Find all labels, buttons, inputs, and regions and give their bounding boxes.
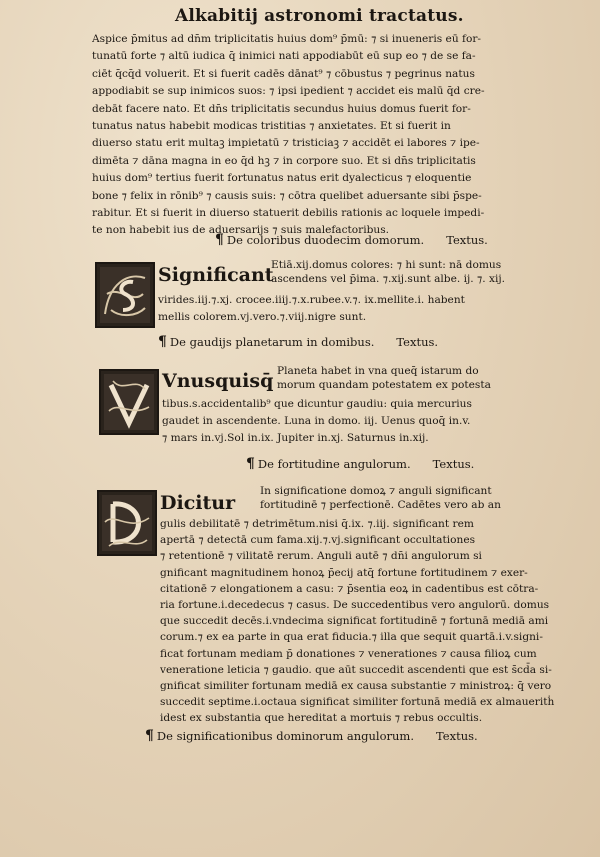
pilcrow-mark: ¶ bbox=[158, 334, 167, 350]
text-line: que succedit decēs.i.vndecima significat fortitudinē ⁊ fortunā mediā ami bbox=[160, 615, 549, 628]
section-1-body bbox=[158, 292, 558, 326]
heading-text: De significationibus dominorum angulorum. bbox=[156, 729, 414, 743]
text-line: Planeta habet in vna queq̄ istarum do bbox=[277, 365, 479, 377]
decorated-initial-d bbox=[97, 490, 157, 556]
textus-label: Textus. bbox=[432, 457, 475, 471]
decorated-initial-v bbox=[99, 369, 159, 435]
text-line: appodiabit se sup inimicos suos: ⁊ ipsi ipedient ⁊ accidet eis malū q̄d cre- bbox=[92, 85, 485, 98]
text-line: gnificat similiter fortunam mediā ex causa substantie ⁊ ministroꝝ: q̄ vero bbox=[160, 680, 552, 693]
heading-text: De coloribus duodecim domorum. bbox=[226, 233, 425, 247]
text-line: diuerso statu erit multaꝫ impietatū ⁊ tristiciaꝫ ⁊ accidēt ei labores ⁊ ipe- bbox=[92, 137, 480, 150]
text-line: dimēta ⁊ dāna magna in eo q̄d hꝫ ⁊ in corpore suo. Et si dn̄s triplicitatis bbox=[92, 154, 476, 167]
section-heading-angles bbox=[246, 456, 474, 472]
text-line: virides.iij.⁊.xj. crocee.iiij.⁊.x.rubee.v.⁊. ix.mellite.i. habent bbox=[158, 294, 465, 306]
text-line: ⁊ mars in.vj.Sol in.ix. Jupiter in.xj. Saturnus in.xij. bbox=[162, 432, 429, 444]
text-line: tunatū forte ⁊ altū iudica q̄ inimici nati appodiabūt eū sup eo ⁊ de se fa- bbox=[92, 50, 476, 63]
section-heading-joys bbox=[158, 334, 438, 350]
ornamental-initial-icon bbox=[101, 371, 157, 433]
section-heading-lords-of-angles bbox=[145, 728, 478, 744]
section-3-body bbox=[160, 516, 558, 727]
text-line: bone ⁊ felix in rōnib⁹ ⁊ causis suis: ⁊ cōtra quelibet aduersante sibi p̄spe- bbox=[92, 189, 482, 202]
pilcrow-mark: ¶ bbox=[145, 728, 154, 744]
heading-text: De fortitudine angulorum. bbox=[257, 457, 411, 471]
text-line: tunatus natus habebit modicas tristitias ⁊ anxietates. Et si fuerit in bbox=[92, 120, 451, 133]
section-2-opening-word: Vnusquisq̄ bbox=[162, 370, 274, 392]
paragraph-1 bbox=[92, 31, 554, 240]
section-1-side-text bbox=[271, 258, 505, 286]
text-line: gnificant magnitudinem honoꝝ p̄ecij atq̄ fortune fortitudinem ⁊ exer- bbox=[160, 566, 528, 579]
textus-label: Textus. bbox=[396, 335, 439, 349]
section-2-body bbox=[162, 396, 558, 447]
text-line: veneratione leticia ⁊ gaudio. que aūt succedit ascendenti que est s̄cd̄a si- bbox=[160, 663, 552, 676]
text-line: In significatione domoꝝ ⁊ anguli significant bbox=[260, 485, 492, 497]
textus-label: Textus. bbox=[436, 729, 478, 743]
ornamental-initial-icon bbox=[99, 492, 155, 554]
text-line: ciēt q̄cq̄d voluerit. Et si fuerit cadēs dānat⁹ ⁊ cōbustus ⁊ pegrinus natus bbox=[92, 67, 475, 80]
text-line: succedit septime.i.octaua significat similiter fortunā mediā ex almaueritḣ bbox=[160, 696, 555, 709]
text-line: Etiā.xij.domus colores: ⁊ hi sunt: nā domus bbox=[271, 259, 502, 271]
section-heading-colors bbox=[215, 232, 488, 248]
text-line: rabitur. Et si fuerit in diuerso statuerit debilis rationis ac loquele impedi- bbox=[92, 207, 485, 220]
text-line: gaudet in ascendente. Luna in domo. iij. Uenus quoq̄ in.v. bbox=[162, 415, 471, 427]
section-2-side-text bbox=[277, 364, 491, 392]
textus-label: Textus. bbox=[446, 233, 488, 247]
text-line: debāt facere nato. Et dn̄s triplicitatis secundus huius domus fuerit for- bbox=[92, 102, 471, 115]
text-line: citationē ⁊ elongationem a casu: ⁊ p̄sentia eoꝝ in cadentibus est cōtra- bbox=[160, 582, 539, 595]
section-3-side-text bbox=[260, 484, 501, 512]
section-3-opening-word: Dicitur bbox=[160, 492, 236, 514]
text-line: Aspice p̄mitus ad dn̄m triplicitatis huius dom⁹ p̄mū: ⁊ si inueneris eū for- bbox=[92, 33, 481, 45]
text-line: ria fortune.i.decedecus ⁊ casus. De succedentibus vero angulorū. domus bbox=[160, 599, 550, 612]
text-line: morum quandam potestatem ex potesta bbox=[277, 379, 491, 391]
text-line: gulis debilitatē ⁊ detrimētum.nisi q̄.ix. ⁊.iij. significant rem bbox=[160, 518, 474, 530]
text-line: ficat fortunam mediam p̄ donationes ⁊ venerationes ⁊ causa filioꝝ cum bbox=[160, 647, 537, 660]
heading-text: De gaudijs planetarum in domibus. bbox=[169, 335, 375, 349]
pilcrow-mark: ¶ bbox=[246, 456, 255, 472]
running-header: Alkabitij astronomi tractatus. bbox=[175, 6, 464, 26]
pilcrow-mark: ¶ bbox=[215, 232, 224, 248]
text-line: fortitudinē ⁊ perfectionē. Cadētes vero ab an bbox=[260, 499, 501, 511]
text-line: huius dom⁹ tertius fuerit fortunatus natus erit dyalecticus ⁊ eloquentie bbox=[92, 172, 472, 185]
ornamental-initial-icon bbox=[97, 264, 153, 326]
text-line: tibus.s.accidentalib⁹ que dicuntur gaudiu: quia mercurius bbox=[162, 398, 472, 410]
text-line: ⁊ retentionē ⁊ vilitatē rerum. Anguli autē ⁊ dn̄i angulorum si bbox=[160, 550, 482, 563]
text-line: mellis colorem.vj.vero.⁊.viij.nigre sunt. bbox=[158, 311, 367, 323]
text-line: te non habebit ius de aduersarijs ⁊ suis malefactoribus. bbox=[92, 224, 390, 237]
section-1-opening-word: Significant bbox=[158, 264, 274, 286]
decorated-initial-s bbox=[95, 262, 155, 328]
text-line: apertā ⁊ detectā cum fama.xij.⁊.vj.significant occultationes bbox=[160, 534, 476, 547]
text-line: corum.⁊ ex ea parte in qua erat fiducia.⁊ illa que sequit quartā.i.v.signi- bbox=[160, 631, 543, 644]
text-line: idest ex substantia que hereditat a mortuis ⁊ rebus occultis. bbox=[160, 712, 483, 725]
text-line: ascendens vel p̄ima. ⁊.xij.sunt albe. ij. ⁊. xij. bbox=[271, 273, 505, 285]
